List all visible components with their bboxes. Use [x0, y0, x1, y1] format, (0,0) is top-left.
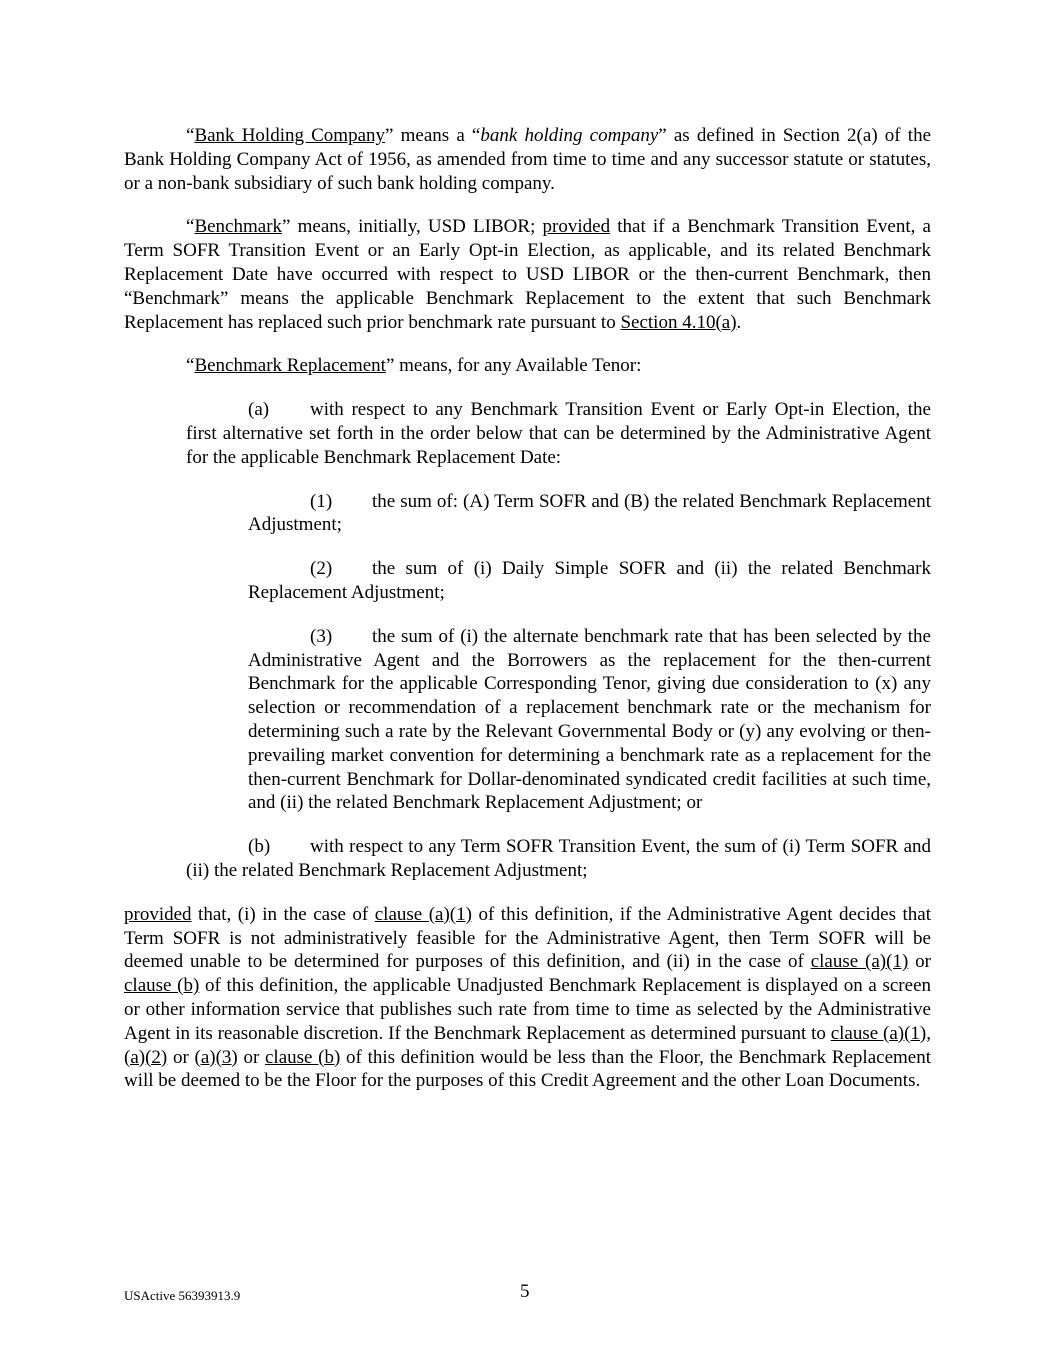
clause-reference: clause (b)	[124, 975, 200, 997]
defined-term: Bank Holding Company	[194, 125, 386, 146]
footer-document-id: USActive 56393913.9	[124, 1288, 241, 1303]
text: of this definition, the applicable Unadjusted Benchmark Replacement is displayed on a screen or other information service that publishes such rate from time to time as selected by the Administrative Agent in its reasonable discretion. If the Benchmark Replacement as determined pursuant to	[124, 975, 931, 1044]
clause-reference: (a)(2)	[124, 1046, 168, 1068]
clause-text: with respect to any Term SOFR Transition Event, the sum of (i) Term SOFR and (ii) the related Benchmark Replacement Adjustment;	[186, 836, 931, 881]
clause-text: the sum of: (A) Term SOFR and (B) the related Benchmark Replacement Adjustment;	[248, 490, 931, 536]
text: ” means, for any Available Tenor:	[385, 355, 642, 377]
clause-label: (3)	[310, 625, 333, 647]
document-body	[124, 124, 931, 1113]
text: that, (i) in the case of	[191, 903, 375, 925]
text: “	[186, 216, 195, 238]
proviso: provided	[124, 903, 192, 925]
text: or	[167, 1046, 195, 1068]
clause-reference: (a)(3)	[194, 1046, 238, 1068]
clause-reference: clause (a)(1)	[374, 903, 472, 925]
definition-benchmark	[124, 215, 931, 334]
clause-reference: clause (a)(1)	[810, 951, 909, 973]
text: “	[186, 355, 195, 377]
clause-label: (2)	[310, 558, 333, 580]
clause-label: (1)	[310, 490, 333, 512]
text: .	[736, 311, 742, 333]
text: or	[237, 1046, 265, 1068]
text: ” as defined in Section 2(a) of the Bank Holding Company Act of 1956, as amended from time to time and any successor statute or statutes, or a non-bank subsidiary of such bank holding company.	[124, 125, 932, 194]
clause-label: (b)	[248, 836, 271, 858]
clause-text: the sum of (i) Daily Simple SOFR and (ii) the related Benchmark Replacement Adjustment;	[248, 558, 931, 603]
text: of this definition would be less than the Floor, the Benchmark Replacement will be deemed to be the Floor for the purposes of this Credit Agreement and the other Loan Documents.	[124, 1046, 931, 1092]
clause-b	[186, 835, 931, 883]
clause-text: with respect to any Benchmark Transition Event or Early Opt-in Election, the first alternative set forth in the order below that can be determined by the Administrative Agent for the applicable Benchmark Replacement Date:	[186, 399, 931, 468]
clause-2	[248, 557, 931, 605]
page-number: 5	[520, 1281, 530, 1302]
text: ” means a “	[385, 125, 481, 146]
italic-term: bank holding company	[480, 125, 659, 146]
proviso: provided	[542, 216, 611, 238]
text: of this definition, if the Administrative Agent decides that Term SOFR is not administratively feasible for the Administrative Agent, then Term SOFR will be deemed unable to be determined for purposes of this definition, and (ii) in the case of	[124, 903, 931, 973]
text: ” means, initially, USD LIBOR;	[282, 216, 543, 238]
clause-1	[248, 490, 931, 538]
defined-term: Benchmark	[194, 216, 283, 238]
section-reference: Section 4.10(a)	[620, 311, 737, 333]
defined-term: Benchmark Replacement	[194, 355, 386, 377]
clause-3	[248, 625, 931, 815]
clause-reference: clause (a)(1)	[830, 1022, 927, 1044]
definition-benchmark-replacement	[124, 354, 931, 378]
clause-text: the sum of (i) the alternate benchmark rate that has been selected by the Administrative Agent and the Borrowers as the replacement for the then-current Benchmark for the applicable Corresponding Tenor, giving due consideration to (x) any selection or recommendation of a replacement benchmark rate or the mechanism for determining such a rate by the Relevant Governmental Body or (y) any evolving or then-prevailing market convention for determining a benchmark rate as a replacement for the then-current Benchmark for Dollar-denominated syndicated credit facilities at such time, and (ii) the related Benchmark Replacement Adjustment; or	[248, 625, 931, 814]
text: ,	[926, 1022, 931, 1044]
proviso-paragraph	[124, 903, 931, 1093]
clause-a	[186, 398, 931, 469]
text: “	[186, 125, 195, 146]
clause-label: (a)	[248, 399, 270, 421]
clause-reference: clause (b)	[265, 1046, 341, 1068]
text: that if a Benchmark Transition Event, a Term SOFR Transition Event or an Early Opt-in Election, as applicable, and its related Benchmark Replacement Date have occurred with respect to USD LIBOR or the then-current Benchmark, then “Benchmark” means the applicable Benchmark Replacement to the extent that such Benchmark Replacement has replaced such prior benchmark rate pursuant to	[124, 216, 931, 333]
definition-bank-holding-company	[124, 124, 931, 195]
text: or	[908, 951, 932, 973]
